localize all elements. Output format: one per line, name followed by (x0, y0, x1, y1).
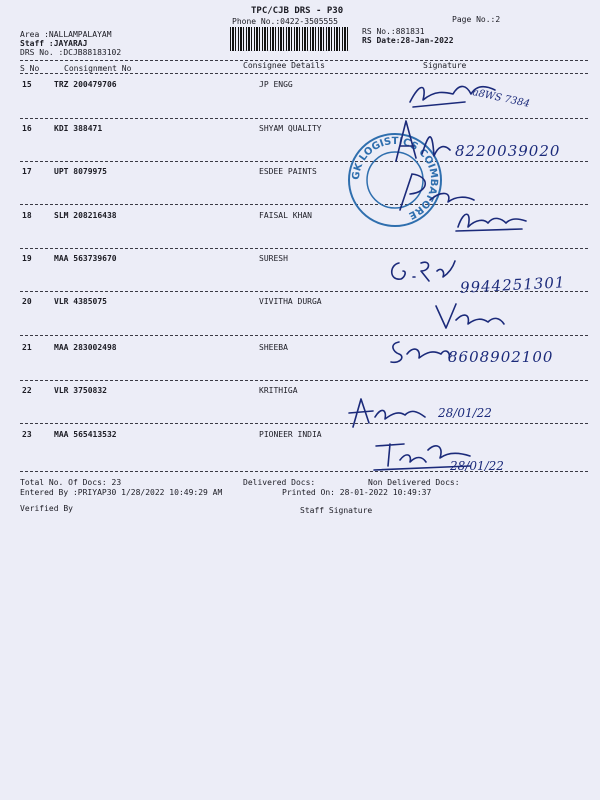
total-docs: Total No. Of Docs: 23 (20, 478, 122, 487)
area-label: Area :NALLAMPALAYAM (20, 30, 112, 39)
rs-date: RS Date:28-Jan-2022 (362, 36, 454, 45)
table-row (0, 297, 600, 337)
staff-signature: Staff Signature (300, 506, 373, 515)
signature-row-18 (452, 205, 532, 235)
divider (20, 248, 588, 249)
row-consignment-no: VLR 3750832 (54, 386, 107, 395)
row-sno: 22 (22, 386, 32, 395)
row-sno: 23 (22, 430, 32, 439)
handwritten-date-row-22: 28/01/22 (438, 406, 492, 420)
row-consignee: SHEEBA (259, 343, 288, 352)
table-row (0, 167, 600, 207)
handwritten-phone-row-21: 8608902100 (448, 348, 554, 366)
page-number: Page No.:2 (452, 15, 501, 24)
row-consignee: KRITHIGA (259, 386, 298, 395)
row-consignment-no: TRZ 200479706 (54, 80, 117, 89)
row-sno: 15 (22, 80, 32, 89)
divider (20, 335, 588, 336)
staff-label: Staff :JAYARAJ (20, 39, 88, 48)
row-consignee: SURESH (259, 254, 288, 263)
row-sno: 20 (22, 297, 32, 306)
handwritten-date-row-23: 28/01/22 (450, 459, 504, 473)
row-consignment-no: VLR 4385075 (54, 297, 107, 306)
signature-row-21 (385, 336, 455, 366)
row-consignee: SHYAM QUALITY (259, 124, 322, 133)
delivered-docs: Delivered Docs: (243, 478, 316, 487)
divider (20, 423, 588, 424)
col-consignment-header: Consignment No (64, 64, 132, 73)
table-row (0, 430, 600, 470)
drs-number: DRS No. :DCJB88183102 (20, 48, 122, 57)
divider (20, 380, 588, 381)
handwritten-phone-row-16: 8220039020 (455, 142, 561, 160)
rs-number: RS No.:881831 (362, 27, 425, 36)
row-sno: 17 (22, 167, 32, 176)
report-title: TPC/CJB DRS - P30 (251, 6, 344, 16)
handwritten-phone-row-19: 9944251301 (459, 273, 566, 297)
printed-on: Printed On: 28-01-2022 10:49:37 (282, 488, 432, 497)
col-signature-header: Signature (423, 61, 467, 70)
col-consignee-header: Consignee Details (243, 61, 325, 70)
row-consignment-no: KDI 388471 (54, 124, 103, 133)
non-delivered-docs: Non Delivered Docs: (368, 478, 460, 487)
divider (20, 161, 588, 162)
entered-by: Entered By :PRIYAP30 1/28/2022 10:49:29 AM (20, 488, 223, 497)
barcode (230, 27, 350, 51)
row-consignment-no: MAA 563739670 (54, 254, 117, 263)
row-consignment-no: MAA 283002498 (54, 343, 117, 352)
divider (20, 118, 588, 119)
col-sno-header: S No (20, 64, 40, 73)
verified-by: Verified By (20, 504, 73, 513)
phone-number: Phone No.:0422-3505555 (232, 17, 338, 26)
row-consignee: FAISAL KHAN (259, 211, 312, 220)
signature-row-20 (430, 300, 510, 335)
row-consignment-no: UPT 8079975 (54, 167, 107, 176)
row-consignee: ESDEE PAINTS (259, 167, 317, 176)
row-consignment-no: MAA 565413532 (54, 430, 117, 439)
handwritten-note-row-15: a8WS 7384 (471, 87, 531, 110)
row-sno: 19 (22, 254, 32, 263)
row-consignment-no: SLM 208216438 (54, 211, 117, 220)
signature-row-19 (385, 255, 465, 285)
row-consignee: PIONEER INDIA (259, 430, 322, 439)
row-sno: 18 (22, 211, 32, 220)
row-consignee: JP ENGG (259, 80, 293, 89)
row-sno: 16 (22, 124, 32, 133)
row-consignee: VIVITHA DURGA (259, 297, 322, 306)
stamp-text: GK LOGISTICS COIMBATORE (350, 135, 440, 221)
row-sno: 21 (22, 343, 32, 352)
signature-row-22 (345, 393, 435, 433)
table-row (0, 386, 600, 426)
